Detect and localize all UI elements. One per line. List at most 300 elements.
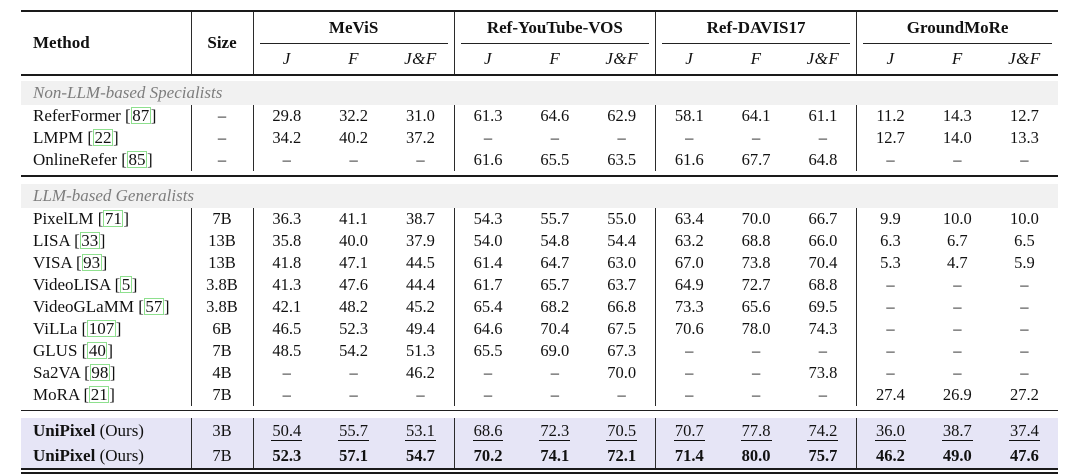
value-text: 45.2 bbox=[406, 297, 435, 316]
value-text: – bbox=[818, 341, 828, 360]
value-text: – bbox=[416, 385, 425, 404]
value-text: 72.7 bbox=[741, 275, 771, 294]
value-text: 6.7 bbox=[947, 231, 968, 250]
value-text: 48.2 bbox=[339, 297, 369, 316]
value-cell bbox=[790, 252, 857, 274]
value-cell bbox=[387, 274, 454, 296]
value-text: 36.0 bbox=[876, 420, 905, 440]
value-cell bbox=[320, 127, 387, 149]
value-text: 65.6 bbox=[741, 297, 771, 316]
col-header-ref-youtube-vos-j-f: J&F bbox=[588, 44, 655, 75]
value-cell bbox=[454, 362, 521, 384]
value-text: 5.9 bbox=[1014, 253, 1035, 272]
value-cell bbox=[521, 318, 588, 340]
value-cell bbox=[454, 384, 521, 406]
value-text: – bbox=[1020, 341, 1029, 360]
value-text: 63.7 bbox=[607, 275, 637, 294]
value-text: 6.5 bbox=[1014, 231, 1035, 250]
value-cell bbox=[991, 230, 1058, 252]
value-cell bbox=[521, 296, 588, 318]
value-cell bbox=[655, 296, 722, 318]
citation-link[interactable]: 33 bbox=[81, 231, 99, 250]
value-cell bbox=[320, 362, 387, 384]
value-text: 52.3 bbox=[272, 445, 302, 465]
value-cell bbox=[387, 443, 454, 468]
value-text: – bbox=[617, 128, 626, 147]
value-text: – bbox=[617, 385, 626, 404]
value-cell bbox=[454, 318, 521, 340]
col-header-ref-davis17-j-f: J&F bbox=[790, 44, 857, 75]
value-cell bbox=[991, 208, 1058, 230]
value-cell bbox=[991, 252, 1058, 274]
value-text: 55.0 bbox=[607, 209, 637, 228]
value-cell bbox=[924, 362, 991, 384]
value-cell bbox=[924, 127, 991, 149]
value-cell bbox=[723, 252, 790, 274]
value-cell bbox=[857, 230, 924, 252]
value-text: 32.2 bbox=[339, 106, 369, 125]
size-cell: 6B bbox=[191, 318, 253, 340]
value-cell bbox=[320, 105, 387, 127]
value-text: 10.0 bbox=[1009, 209, 1039, 228]
value-cell bbox=[588, 362, 655, 384]
value-text: 74.2 bbox=[808, 420, 838, 440]
value-cell bbox=[924, 418, 991, 443]
value-cell bbox=[723, 149, 790, 171]
value-text: 42.1 bbox=[272, 297, 302, 316]
value-cell bbox=[991, 274, 1058, 296]
value-text: 31.0 bbox=[406, 106, 435, 125]
value-cell bbox=[521, 230, 588, 252]
value-cell bbox=[454, 340, 521, 362]
method-cell: ViLLa [107] bbox=[33, 319, 122, 338]
value-cell bbox=[857, 252, 924, 274]
size-cell: 4B bbox=[191, 362, 253, 384]
value-cell bbox=[320, 318, 387, 340]
method-cell: LMPM [22] bbox=[33, 128, 119, 147]
value-text: 13.3 bbox=[1009, 128, 1039, 147]
value-cell bbox=[857, 149, 924, 171]
citation-link[interactable]: 93 bbox=[83, 253, 101, 272]
value-text: 46.5 bbox=[272, 319, 302, 338]
value-text: 73.8 bbox=[741, 253, 771, 272]
value-cell bbox=[655, 208, 722, 230]
citation-link[interactable]: 107 bbox=[88, 319, 115, 338]
value-cell bbox=[655, 127, 722, 149]
value-cell bbox=[253, 230, 320, 252]
section-header-row bbox=[21, 184, 1058, 208]
value-text: 52.3 bbox=[339, 319, 369, 338]
citation-link[interactable]: 57 bbox=[145, 297, 163, 316]
table-body bbox=[21, 75, 1058, 468]
value-text: 69.5 bbox=[808, 297, 838, 316]
value-text: – bbox=[550, 363, 559, 382]
table-row bbox=[21, 318, 1058, 340]
value-text: 48.5 bbox=[272, 341, 302, 360]
value-text: – bbox=[751, 363, 761, 382]
method-cell: GLUS [40] bbox=[33, 341, 113, 360]
value-text: – bbox=[886, 363, 895, 382]
citation-link[interactable]: 22 bbox=[94, 128, 112, 147]
value-cell bbox=[588, 296, 655, 318]
value-text: 75.7 bbox=[808, 445, 838, 465]
value-cell bbox=[655, 230, 722, 252]
value-cell bbox=[253, 384, 320, 406]
citation-link[interactable]: 85 bbox=[128, 150, 146, 169]
value-text: 63.4 bbox=[674, 209, 704, 228]
value-cell bbox=[454, 252, 521, 274]
citation-link[interactable]: 21 bbox=[90, 385, 108, 404]
value-text: 12.7 bbox=[1009, 106, 1039, 125]
col-header-mevis-f: F bbox=[320, 44, 387, 75]
value-cell bbox=[723, 443, 790, 468]
value-cell bbox=[991, 296, 1058, 318]
section-header-row bbox=[21, 81, 1058, 105]
value-cell bbox=[454, 127, 521, 149]
value-text: 44.5 bbox=[406, 253, 435, 272]
value-text: 70.7 bbox=[674, 420, 704, 440]
value-cell bbox=[655, 384, 722, 406]
value-text: – bbox=[483, 128, 493, 147]
citation-link[interactable]: 40 bbox=[88, 341, 106, 360]
value-cell bbox=[991, 105, 1058, 127]
table-header bbox=[21, 11, 1058, 75]
value-text: – bbox=[953, 275, 962, 294]
ours-method-name: UniPixel bbox=[33, 420, 96, 440]
value-text: 6.3 bbox=[880, 231, 901, 250]
value-text: 14.3 bbox=[942, 106, 972, 125]
value-text: 9.9 bbox=[880, 209, 901, 228]
value-cell bbox=[521, 149, 588, 171]
value-text: 63.0 bbox=[607, 253, 637, 272]
size-cell: – bbox=[191, 149, 253, 171]
value-cell bbox=[790, 318, 857, 340]
section-title: LLM-based Generalists bbox=[21, 184, 1058, 208]
value-cell bbox=[454, 443, 521, 468]
value-cell bbox=[320, 443, 387, 468]
value-cell bbox=[857, 418, 924, 443]
col-header-method: Method bbox=[21, 11, 191, 75]
value-cell bbox=[924, 230, 991, 252]
value-cell bbox=[253, 252, 320, 274]
value-text: 64.9 bbox=[674, 275, 704, 294]
value-text: 61.6 bbox=[473, 150, 503, 169]
value-text: 35.8 bbox=[272, 231, 302, 250]
col-header-groundmore-j: J bbox=[857, 44, 924, 75]
value-text: – bbox=[483, 363, 493, 382]
value-cell bbox=[253, 296, 320, 318]
value-text: 27.4 bbox=[876, 385, 905, 404]
method-cell: UniPixel (Ours) bbox=[33, 445, 144, 465]
value-cell bbox=[790, 274, 857, 296]
value-cell bbox=[655, 418, 722, 443]
size-cell: 7B bbox=[191, 340, 253, 362]
value-cell bbox=[790, 208, 857, 230]
table-row bbox=[21, 105, 1058, 127]
value-cell bbox=[454, 296, 521, 318]
value-cell bbox=[454, 274, 521, 296]
value-cell bbox=[454, 208, 521, 230]
size-cell: 7B bbox=[191, 443, 253, 468]
value-cell bbox=[790, 149, 857, 171]
value-text: 57.1 bbox=[339, 445, 369, 465]
value-cell bbox=[588, 149, 655, 171]
value-cell bbox=[588, 443, 655, 468]
value-text: 66.8 bbox=[607, 297, 637, 316]
table-row bbox=[21, 127, 1058, 149]
value-cell bbox=[521, 362, 588, 384]
ours-method-name: UniPixel bbox=[33, 445, 96, 465]
value-cell bbox=[790, 296, 857, 318]
value-text: 61.4 bbox=[473, 253, 503, 272]
value-text: 37.9 bbox=[406, 231, 435, 250]
value-cell bbox=[723, 105, 790, 127]
value-text: – bbox=[886, 275, 895, 294]
value-text: 37.4 bbox=[1009, 420, 1039, 440]
value-cell bbox=[588, 252, 655, 274]
value-cell bbox=[521, 208, 588, 230]
col-header-ref-davis17-f: F bbox=[723, 44, 790, 75]
value-cell bbox=[588, 274, 655, 296]
value-cell bbox=[723, 274, 790, 296]
size-cell: 13B bbox=[191, 230, 253, 252]
value-cell bbox=[588, 208, 655, 230]
value-text: 38.7 bbox=[942, 420, 972, 440]
value-text: – bbox=[349, 150, 358, 169]
value-cell bbox=[387, 318, 454, 340]
value-text: – bbox=[818, 128, 828, 147]
col-group-groundmore: GroundMoRe bbox=[857, 11, 1058, 44]
size-cell: 3.8B bbox=[191, 296, 253, 318]
value-cell bbox=[588, 340, 655, 362]
value-cell bbox=[655, 105, 722, 127]
value-text: 67.0 bbox=[674, 253, 704, 272]
value-cell bbox=[521, 443, 588, 468]
value-text: 63.2 bbox=[674, 231, 704, 250]
value-text: 11.2 bbox=[876, 106, 905, 125]
value-text: 65.4 bbox=[473, 297, 503, 316]
value-text: 61.1 bbox=[808, 106, 838, 125]
value-cell bbox=[320, 296, 387, 318]
value-text: 78.0 bbox=[741, 319, 771, 338]
col-header-mevis-j: J bbox=[253, 44, 320, 75]
value-cell bbox=[387, 208, 454, 230]
value-cell bbox=[253, 149, 320, 171]
col-header-size: Size bbox=[191, 11, 253, 75]
value-cell bbox=[387, 296, 454, 318]
value-cell bbox=[723, 127, 790, 149]
value-text: 70.4 bbox=[540, 319, 570, 338]
col-group-mevis: MeViS bbox=[253, 11, 454, 44]
col-group-ref-davis17: Ref-DAVIS17 bbox=[655, 11, 856, 44]
value-text: 72.3 bbox=[540, 420, 570, 440]
value-text: 41.3 bbox=[272, 275, 302, 294]
value-cell bbox=[857, 362, 924, 384]
value-cell bbox=[320, 274, 387, 296]
value-cell bbox=[588, 418, 655, 443]
value-text: 47.6 bbox=[339, 275, 369, 294]
value-text: 46.2 bbox=[406, 363, 435, 382]
value-text: 67.7 bbox=[741, 150, 771, 169]
value-cell bbox=[320, 418, 387, 443]
size-cell: 3.8B bbox=[191, 274, 253, 296]
value-cell bbox=[991, 127, 1058, 149]
value-cell bbox=[790, 230, 857, 252]
value-text: 77.8 bbox=[741, 420, 771, 440]
citation-link[interactable]: 98 bbox=[91, 363, 109, 382]
footer-divider-rule bbox=[21, 411, 1058, 419]
value-text: – bbox=[751, 128, 761, 147]
value-text: 54.0 bbox=[473, 231, 503, 250]
value-cell bbox=[991, 318, 1058, 340]
value-text: – bbox=[886, 297, 895, 316]
value-text: 70.6 bbox=[674, 319, 704, 338]
value-cell bbox=[991, 149, 1058, 171]
value-text: – bbox=[953, 341, 962, 360]
value-text: – bbox=[550, 128, 559, 147]
value-cell bbox=[924, 443, 991, 468]
value-text: – bbox=[416, 150, 425, 169]
method-cell: OnlineRefer [85] bbox=[33, 150, 153, 169]
value-cell bbox=[723, 362, 790, 384]
value-cell bbox=[320, 252, 387, 274]
method-cell: VideoGLaMM [57] bbox=[33, 297, 170, 316]
col-header-ref-davis17-j: J bbox=[655, 44, 722, 75]
value-cell bbox=[924, 318, 991, 340]
value-cell bbox=[790, 340, 857, 362]
value-cell bbox=[320, 340, 387, 362]
value-cell bbox=[588, 384, 655, 406]
value-text: – bbox=[282, 150, 291, 169]
value-text: 55.7 bbox=[339, 420, 369, 440]
size-cell: 7B bbox=[191, 208, 253, 230]
value-cell bbox=[857, 127, 924, 149]
value-text: – bbox=[953, 319, 962, 338]
value-cell bbox=[790, 127, 857, 149]
value-cell bbox=[723, 230, 790, 252]
value-cell bbox=[320, 230, 387, 252]
value-cell bbox=[253, 362, 320, 384]
value-cell bbox=[253, 443, 320, 468]
value-text: 80.0 bbox=[741, 445, 771, 465]
value-cell bbox=[857, 318, 924, 340]
value-text: 68.8 bbox=[741, 231, 771, 250]
value-text: – bbox=[349, 363, 358, 382]
size-cell: – bbox=[191, 105, 253, 127]
value-cell bbox=[253, 274, 320, 296]
value-cell bbox=[655, 443, 722, 468]
value-text: 68.8 bbox=[808, 275, 838, 294]
value-text: – bbox=[953, 150, 962, 169]
value-cell bbox=[387, 127, 454, 149]
value-text: 44.4 bbox=[406, 275, 435, 294]
value-text: – bbox=[1020, 363, 1029, 382]
value-cell bbox=[655, 340, 722, 362]
value-text: 72.1 bbox=[607, 445, 637, 465]
table-row bbox=[21, 340, 1058, 362]
value-text: 66.0 bbox=[808, 231, 838, 250]
method-cell: UniPixel (Ours) bbox=[33, 420, 144, 440]
value-cell bbox=[387, 230, 454, 252]
value-cell bbox=[723, 340, 790, 362]
value-cell bbox=[924, 296, 991, 318]
value-cell bbox=[790, 443, 857, 468]
col-group-ref-youtube-vos: Ref-YouTube-VOS bbox=[454, 11, 655, 44]
value-cell bbox=[320, 384, 387, 406]
value-text: – bbox=[953, 297, 962, 316]
value-text: 26.9 bbox=[942, 385, 972, 404]
citation-link[interactable]: 87 bbox=[132, 106, 150, 125]
value-text: – bbox=[818, 385, 828, 404]
col-header-groundmore-f: F bbox=[924, 44, 991, 75]
value-text: 62.9 bbox=[607, 106, 637, 125]
value-text: 68.6 bbox=[473, 420, 503, 440]
value-cell bbox=[723, 296, 790, 318]
value-cell bbox=[991, 384, 1058, 406]
value-text: 70.4 bbox=[808, 253, 838, 272]
value-cell bbox=[991, 340, 1058, 362]
table-row bbox=[21, 230, 1058, 252]
value-text: 46.2 bbox=[876, 445, 905, 465]
value-text: 54.2 bbox=[339, 341, 369, 360]
value-cell bbox=[454, 418, 521, 443]
value-cell bbox=[588, 230, 655, 252]
method-cell: VideoLISA [5] bbox=[33, 275, 138, 294]
method-cell: MoRA [21] bbox=[33, 385, 115, 404]
value-cell bbox=[991, 418, 1058, 443]
value-text: 38.7 bbox=[406, 209, 435, 228]
value-cell bbox=[924, 274, 991, 296]
value-cell bbox=[655, 362, 722, 384]
results-table bbox=[21, 10, 1058, 468]
value-text: 61.3 bbox=[473, 106, 503, 125]
method-cell: PixelLM [71] bbox=[33, 209, 130, 228]
value-cell bbox=[857, 105, 924, 127]
value-cell bbox=[857, 443, 924, 468]
value-cell bbox=[655, 318, 722, 340]
value-text: 4.7 bbox=[947, 253, 968, 272]
value-text: 64.1 bbox=[741, 106, 771, 125]
value-cell bbox=[387, 418, 454, 443]
section-divider-rule bbox=[21, 176, 1058, 184]
value-text: 49.4 bbox=[406, 319, 435, 338]
value-text: 41.8 bbox=[272, 253, 302, 272]
value-text: 34.2 bbox=[272, 128, 302, 147]
citation-link[interactable]: 5 bbox=[121, 275, 131, 294]
value-text: 73.3 bbox=[674, 297, 704, 316]
value-text: – bbox=[751, 341, 761, 360]
value-text: 61.7 bbox=[473, 275, 503, 294]
col-header-mevis-j-f: J&F bbox=[387, 44, 454, 75]
table-row bbox=[21, 252, 1058, 274]
value-text: 65.7 bbox=[540, 275, 570, 294]
value-text: 58.1 bbox=[674, 106, 704, 125]
value-text: 10.0 bbox=[942, 209, 972, 228]
value-cell bbox=[857, 340, 924, 362]
value-text: 70.0 bbox=[741, 209, 771, 228]
value-text: 74.3 bbox=[808, 319, 838, 338]
value-cell bbox=[588, 105, 655, 127]
value-cell bbox=[521, 127, 588, 149]
value-cell bbox=[521, 340, 588, 362]
value-text: 64.8 bbox=[808, 150, 838, 169]
value-text: – bbox=[550, 385, 559, 404]
value-text: – bbox=[1020, 150, 1029, 169]
value-text: 51.3 bbox=[406, 341, 435, 360]
citation-link[interactable]: 71 bbox=[104, 209, 122, 228]
value-cell bbox=[924, 149, 991, 171]
method-cell: VISA [93] bbox=[33, 253, 108, 272]
